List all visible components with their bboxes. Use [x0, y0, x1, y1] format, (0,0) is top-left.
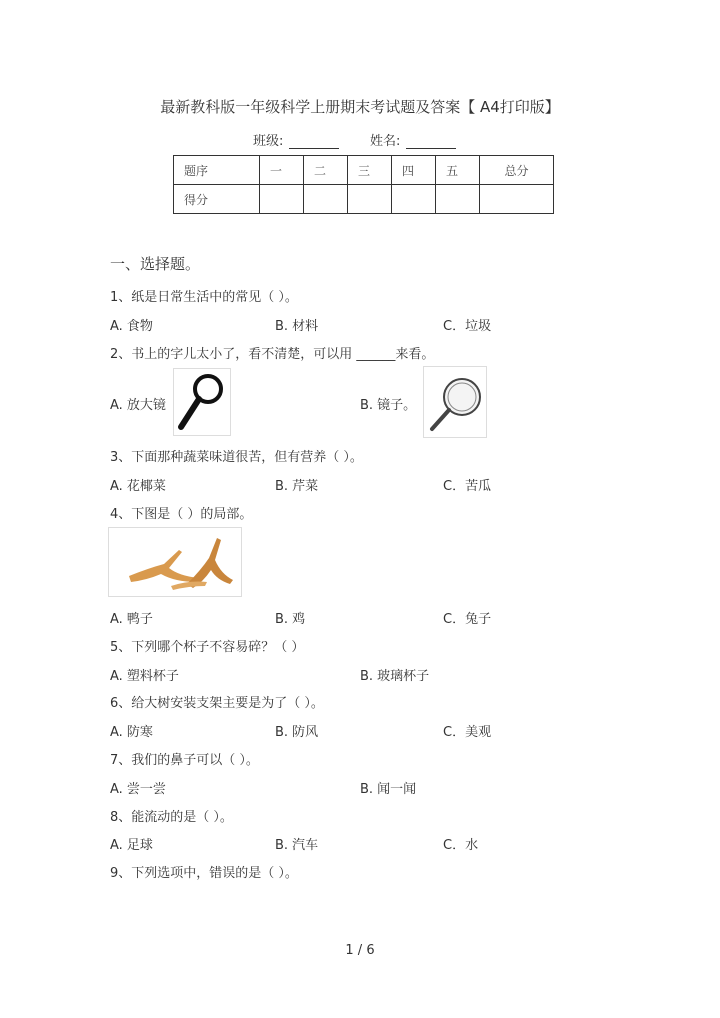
name-field [370, 130, 456, 149]
option: A. 花椰菜 [110, 479, 166, 494]
question-stem: 9、下列选项中，错误的是（ ）。 [110, 866, 298, 881]
option: C．美观 [443, 725, 492, 740]
question-stem: 6、给大树安装支架主要是为了（ ）。 [110, 696, 324, 711]
score-cell [436, 185, 480, 214]
score-header-cell: 三 [348, 156, 392, 185]
score-cell [260, 185, 304, 214]
score-header-cell: 二 [304, 156, 348, 185]
option: B. 玻璃杯子 [360, 669, 430, 684]
page-number: 1 / 6 [345, 943, 375, 958]
class-field [253, 130, 339, 149]
question-stem: 8、能流动的是（ ）。 [110, 810, 233, 825]
name-blank [406, 136, 456, 149]
option: C．水 [443, 838, 479, 853]
mirror-image [423, 366, 487, 438]
option: A. 尝一尝 [110, 782, 166, 797]
score-header-cell: 四 [392, 156, 436, 185]
option: C．苦瓜 [443, 479, 492, 494]
score-header-cell: 五 [436, 156, 480, 185]
question-stem: 3、下面那种蔬菜味道很苦，但有营养（ ）。 [110, 450, 363, 465]
option: A. 塑料杯子 [110, 669, 179, 684]
option: C．兔子 [443, 612, 492, 627]
question-stem: 4、下图是（ ）的局部。 [110, 507, 253, 522]
option: B. 鸡 [275, 612, 306, 627]
score-cell [392, 185, 436, 214]
score-cell [304, 185, 348, 214]
score-table-score-row [174, 185, 554, 214]
option: B. 芹菜 [275, 479, 319, 494]
name-label: 姓名: [370, 134, 401, 149]
score-header-cell: 题序 [174, 156, 260, 185]
option: B. 汽车 [275, 838, 319, 853]
magnifier-icon [174, 369, 230, 435]
magnifier-image [173, 368, 231, 436]
question-stem: 2、书上的字儿太小了，看不清楚，可以用 ______来看。 [110, 347, 435, 362]
score-cell [348, 185, 392, 214]
score-table-header-row [174, 156, 554, 185]
score-header-cell: 一 [260, 156, 304, 185]
option: C．垃圾 [443, 319, 492, 334]
option: A. 鸭子 [110, 612, 153, 627]
score-header-cell: 总分 [480, 156, 554, 185]
option: B. 防风 [275, 725, 319, 740]
chicken-feet-icon [109, 528, 241, 596]
question-stem: 1、纸是日常生活中的常见（ ）。 [110, 290, 298, 305]
option: B. 闻一闻 [360, 782, 417, 797]
score-row-label: 得分 [174, 185, 260, 214]
chicken-feet-image [108, 527, 242, 597]
class-label: 班级: [253, 134, 284, 149]
section-heading: 一、选择题。 [110, 255, 201, 273]
question-stem: 7、我们的鼻子可以（ ）。 [110, 753, 259, 768]
question-stem: 5、下列哪个杯子不容易碎？（ ） [110, 640, 305, 655]
score-table [173, 155, 554, 214]
option: B. 镜子。 [360, 398, 417, 413]
option: A. 防寒 [110, 725, 153, 740]
class-blank [289, 136, 339, 149]
score-cell [480, 185, 554, 214]
option: A. 食物 [110, 319, 153, 334]
option: B. 材料 [275, 319, 319, 334]
page-title: 最新教科版一年级科学上册期末考试题及答案【 A4打印版】 [160, 98, 560, 116]
option: A. 放大镜 [110, 398, 166, 413]
option: A. 足球 [110, 838, 153, 853]
hand-mirror-icon [424, 367, 486, 437]
